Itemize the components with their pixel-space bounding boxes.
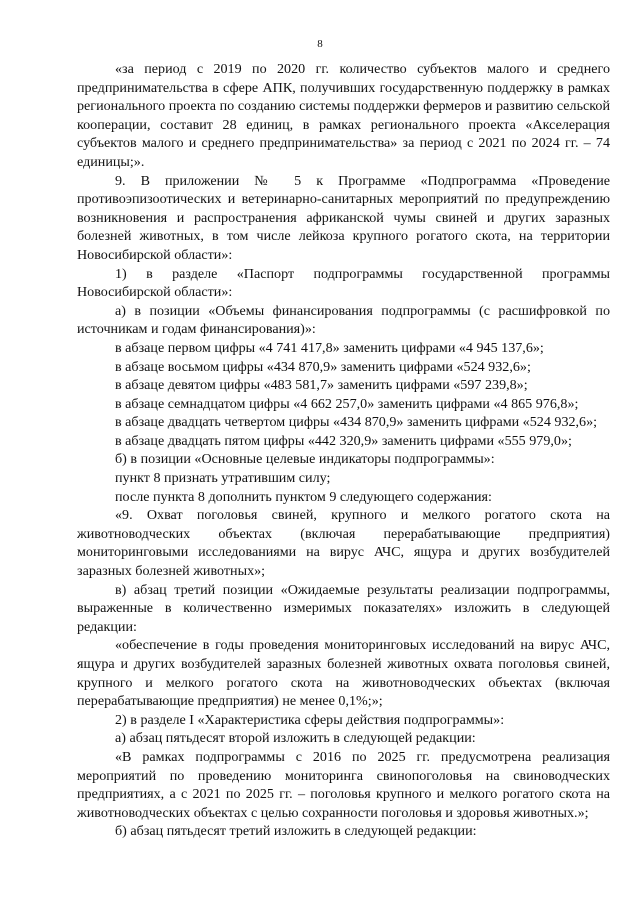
paragraph: в абзаце восьмом цифры «434 870,9» заменить цифрами «524 932,6»; — [115, 358, 531, 375]
paragraph: в абзаце девятом цифры «483 581,7» заменить цифрами «597 239,8»; — [115, 377, 528, 394]
paragraph: «за период с 2019 по 2020 гг. количество субъектов малого и среднего предпринимательства в сфере АПК, получивших государственную поддержку в рамках регионального проекта по созданию системы поддержки фермеров и развитию сельской кооперации, составит 28 единиц, в рамках регионального проекта «Акселерация субъектов малого и среднего предпринимательства» за период с 2021 по 2024 гг. – 74 единицы;». — [77, 61, 610, 170]
paragraph: 2) в разделе I «Характеристика сферы действия подпрограммы»: — [115, 711, 505, 728]
paragraph: «9. Охват поголовья свиней, крупного и мелкого рогатого скота на животноводческих объектах (включая перерабатывающие предприятия) мониторинговыми исследованиями на вирус АЧС, ящура и других возбудителей заразных болезней животных»; — [77, 507, 610, 580]
document-body — [77, 60, 610, 841]
paragraph: 9. В приложении № 5 к Программе «Подпрограмма «Проведение противоэпизоотических и ветеринарно-санитарных мероприятий по предупреждению возникновения и распространения африканской чумы свиней и других заразных болезней животных, в том числе лейкоза крупного рогатого скота, на территории Новосибирской области»: — [77, 172, 610, 263]
paragraph: пункт 8 признать утратившим силу; — [115, 470, 331, 487]
paragraph: а) в позиции «Объемы финансирования подпрограммы (с расшифровкой по источникам и годам финансирования)»: — [77, 302, 610, 338]
paragraph: в) абзац третий позиции «Ожидаемые результаты реализации подпрограммы, выраженные в количественно измеримых показателях» изложить в следующей редакции: — [77, 581, 610, 635]
page-number: 8 — [317, 38, 323, 50]
paragraph: после пункта 8 дополнить пунктом 9 следующего содержания: — [115, 488, 492, 505]
paragraph: а) абзац пятьдесят второй изложить в следующей редакции: — [115, 730, 476, 747]
paragraph: в абзаце семнадцатом цифры «4 662 257,0» заменить цифрами «4 865 976,8»; — [115, 395, 579, 412]
paragraph: «В рамках подпрограммы с 2016 по 2025 гг. предусмотрена реализация мероприятий по проведению мониторинга свинопоголовья на свиноводческих предприятиях, а с 2021 по 2025 гг. – поголовья крупного и мелкого рогатого скота на животноводческих объектах с целью сохранности поголовья и здоровья животных.»; — [77, 748, 610, 821]
paragraph: «обеспечение в годы проведения мониторинговых исследований на вирус АЧС, ящура и других возбудителей заразных болезней животных охвата поголовья свиней, крупного и мелкого рогатого скота на животноводческих объектах (включая перерабатывающие предприятия) не менее 0,1%;»; — [77, 637, 610, 710]
paragraph: б) абзац пятьдесят третий изложить в следующей редакции: — [115, 823, 477, 840]
paragraph: б) в позиции «Основные целевые индикаторы подпрограммы»: — [115, 451, 495, 468]
paragraph: в абзаце первом цифры «4 741 417,8» заменить цифрами «4 945 137,6»; — [115, 339, 544, 356]
paragraph: в абзаце двадцать четвертом цифры «434 870,9» заменить цифрами «524 932,6»; — [115, 414, 598, 431]
paragraph: в абзаце двадцать пятом цифры «442 320,9» заменить цифрами «555 979,0»; — [115, 432, 572, 449]
paragraph: 1) в разделе «Паспорт подпрограммы государственной программы Новосибирской области»: — [77, 265, 610, 301]
